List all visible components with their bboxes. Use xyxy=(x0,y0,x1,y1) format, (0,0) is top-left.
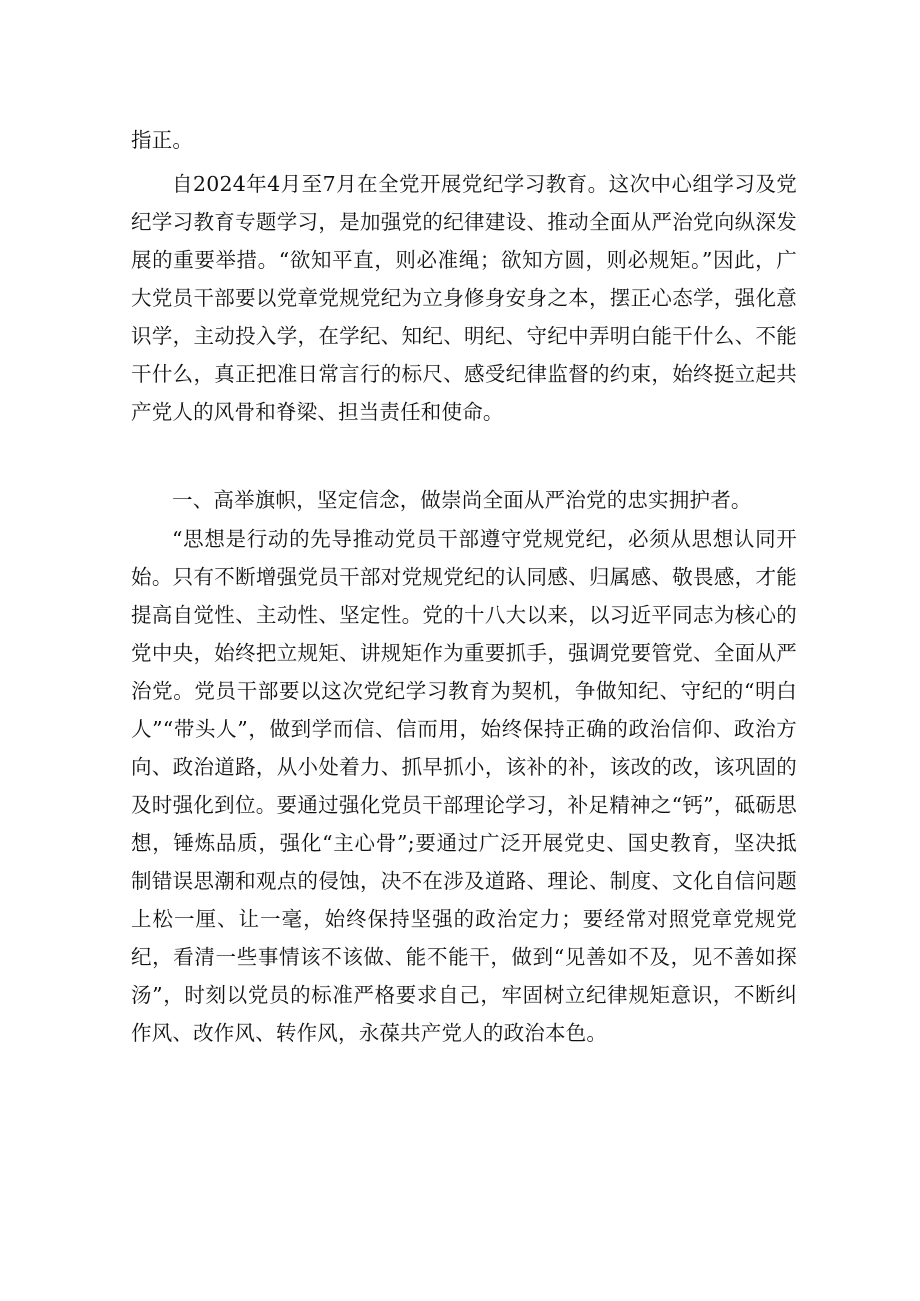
paragraph-body: “思想是行动的先导推动党员干部遵守党规党纪，必须从思想认同开始。只有不断增强党员干部对党规党纪的认同感、归属感、敬畏感，才能提高自觉性、主动性、坚定性。党的十八大以来，以习近平同志为核心的党中央，始终把立规矩、讲规矩作为重要抓手，强调党要管党、全面从严治党。党员干部要以这次党纪学习教育为契机，争做知纪、守纪的“明白人”“带头人”，做到学而信、信而用，始终保持正确的政治信仰、政治方向、政治道路，从小处着力、抓早抓小，该补的补，该改的改，该巩固的及时强化到位。要通过强化党员干部理论学习，补足精神之“钙”，砥砺思想，锤炼品质，强化“主心骨”;要通过广泛开展党史、国史教育，坚决抵制错误思潮和观点的侵蚀，决不在涉及道路、理论、制度、文化自信问题上松一厘、让一毫，始终保持坚强的政治定力；要经常对照党章党规党纪，看清一些事情该不该做、能不能干，做到“见善如不及，见不善如探汤”，时刻以党员的标准严格要求自己，牢固树立纪律规矩意识，不断纠作风、改作风、转作风，永葆共产党人的政治本色。 xyxy=(131,527,797,1045)
section-heading: 一、高举旗帜，坚定信念，做崇尚全面从严治党的忠实拥护者。 xyxy=(172,488,752,512)
paragraph-intro: 自2024年4月至7月在全党开展党纪学习教育。这次中心组学习及党纪学习教育专题学习，是加强党的纪律建设、推动全面从严治党向纵深发展的重要举措。“欲知平直，则必准绳；欲知方圆，则必规矩。”因此，广大党员干部要以党章党规党纪为立身修身安身之本，摆正心态学，强化意识学，主动投入学，在学纪、知纪、明纪、守纪中弄明白能干什么、不能干什么，真正把准日常言行的标尺、感受纪律监督的约束，始终挺立起共产党人的风骨和脊梁、担当责任和使命。 xyxy=(131,172,797,424)
paragraph-continuation: 指正。 xyxy=(131,128,194,152)
